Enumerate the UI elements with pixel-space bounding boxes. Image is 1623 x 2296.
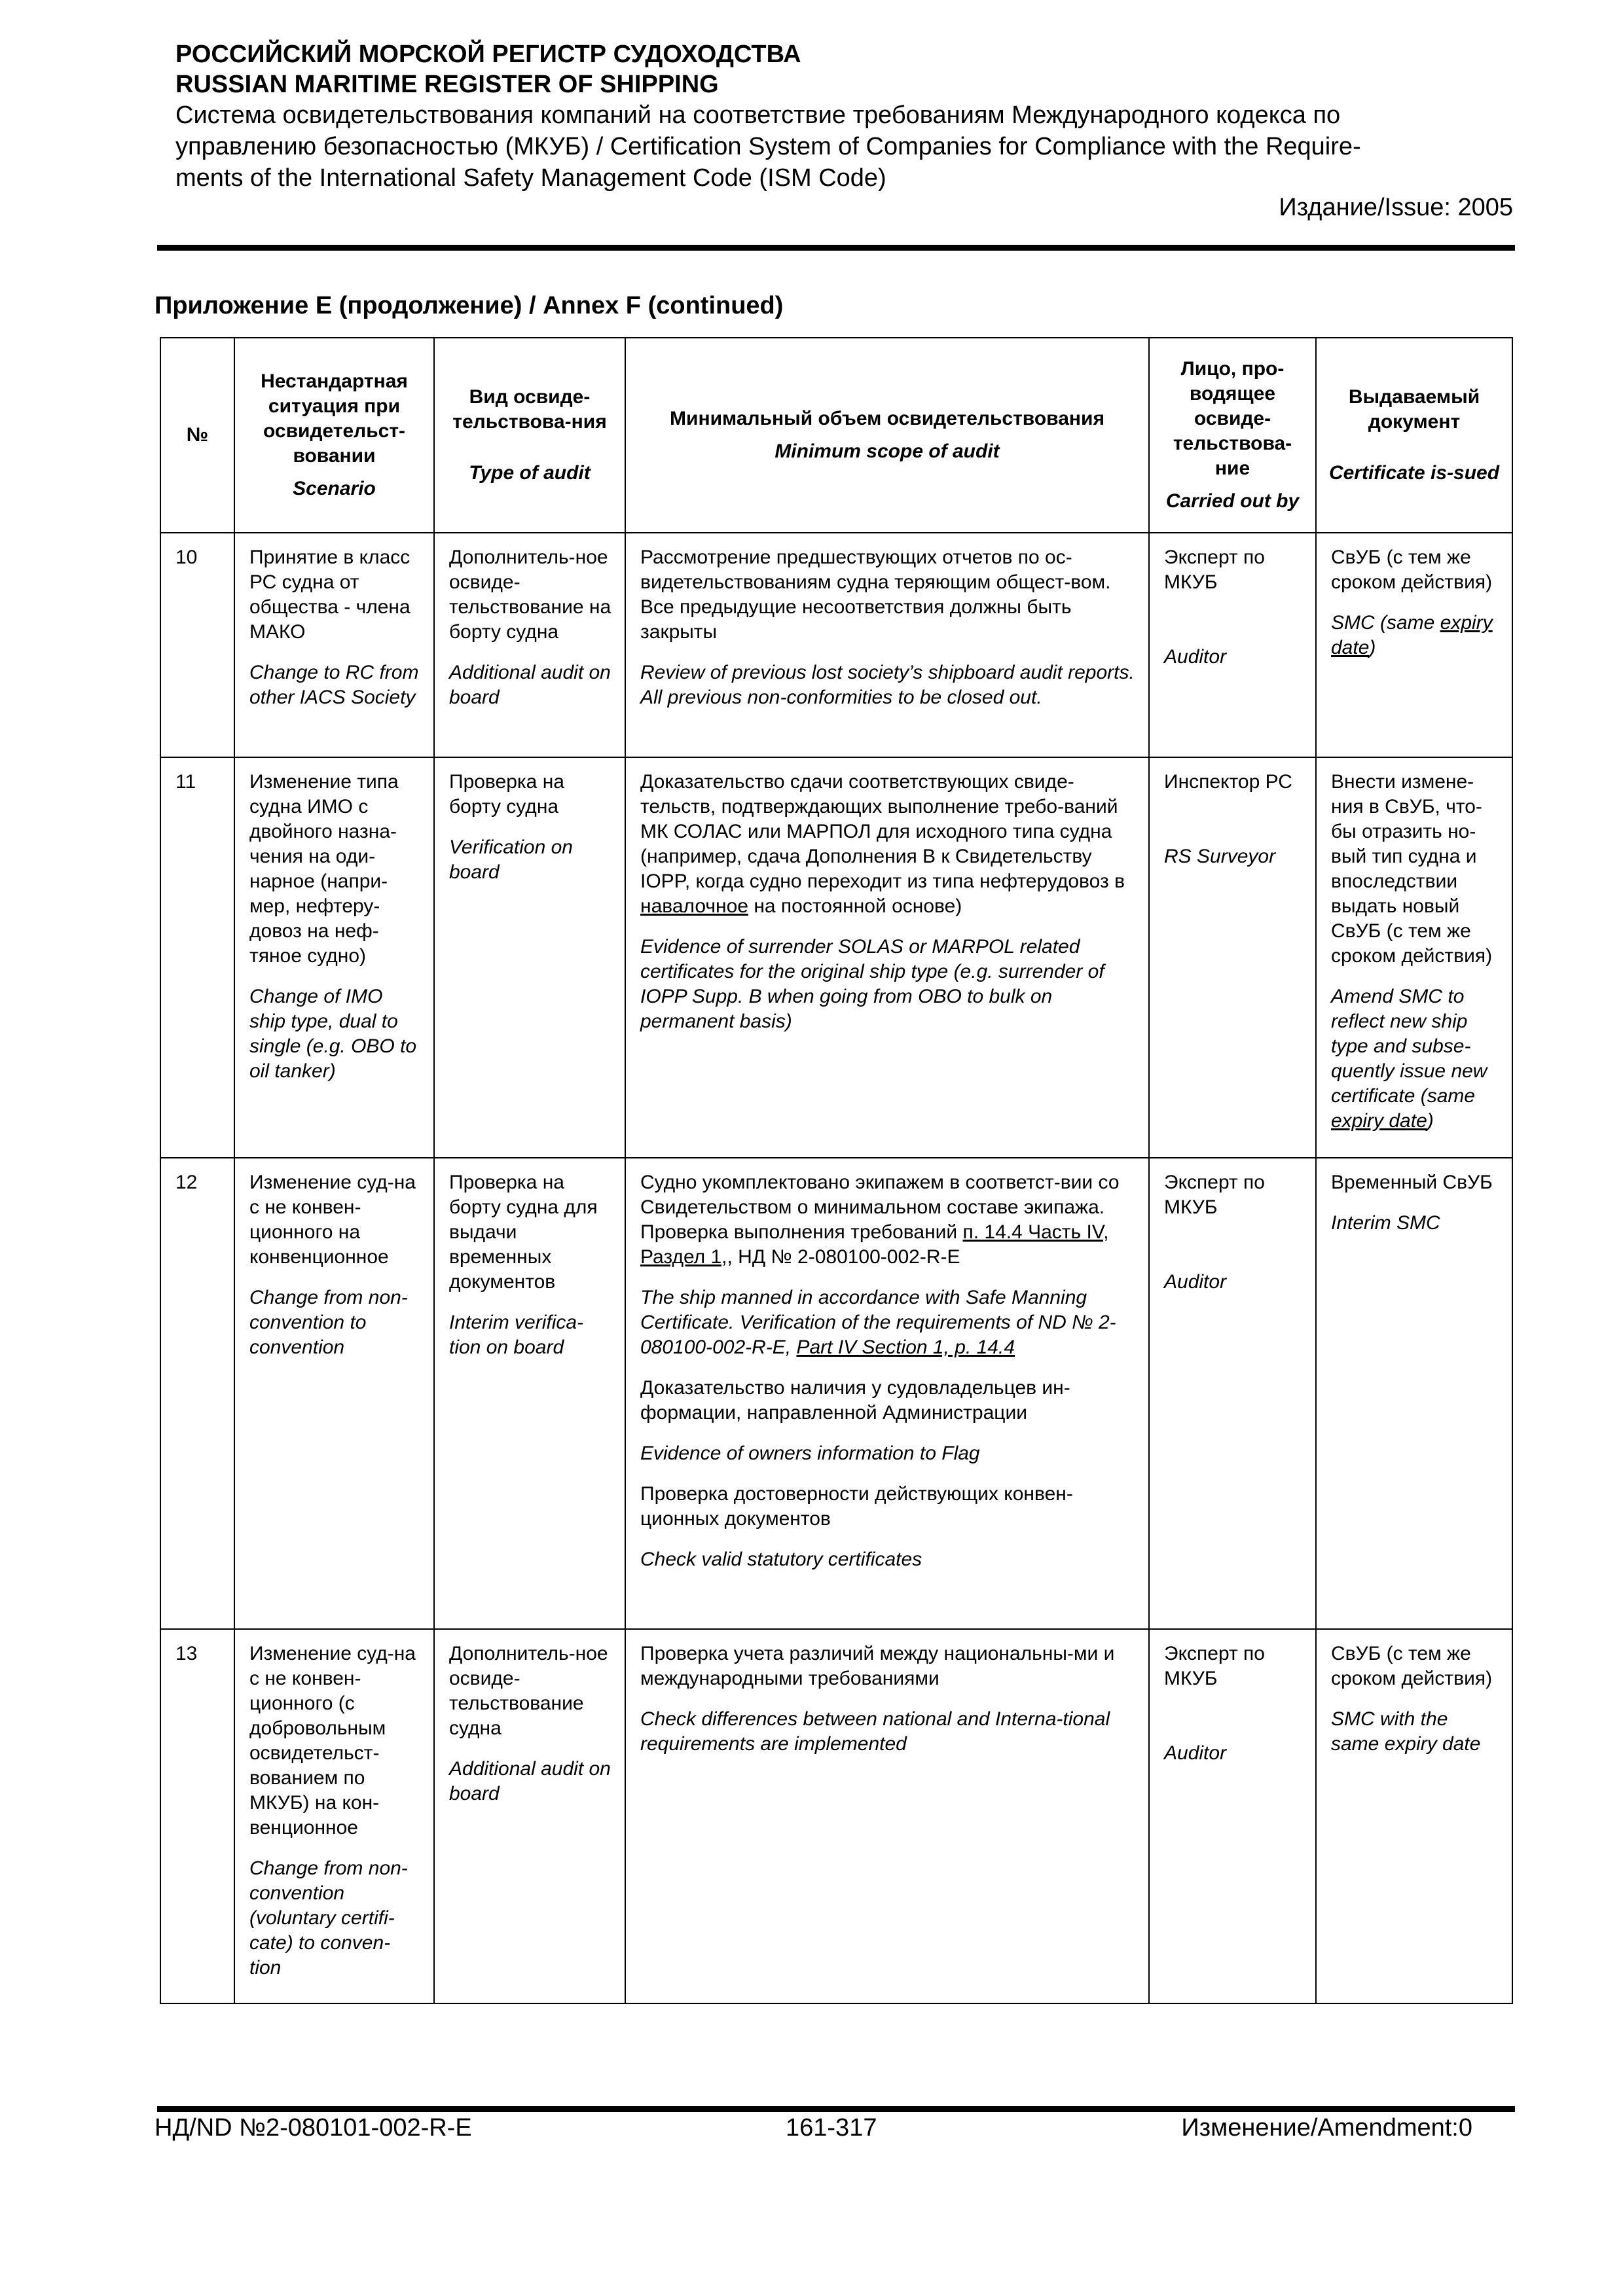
document-header <box>175 39 1504 194</box>
organization-name-ru: РОССИЙСКИЙ МОРСКОЙ РЕГИСТР СУДОХОДСТВА <box>175 41 801 68</box>
carried-out-by-cell: Эксперт по МКУБ Auditor <box>1149 1629 1316 2003</box>
scenario-cell: Изменение типа судна ИМО с двойного назна-чения на оди-нарное (напри-мер, нефтеру-довоз на неф-тяное судно) Change of IMO ship type, dual to single (e.g. OBO to oil tanker) <box>234 757 434 1158</box>
amendment-label: Изменение/Amendment:0 <box>1181 2114 1472 2142</box>
scenario-cell: Изменение суд-на с не конвен-ционного (с добровольным освидетельст-вованием по МКУБ) на кон-венционное Change from non-convention (voluntary certifi-cate) to conven-tion <box>234 1629 434 2003</box>
type-of-audit-cell: Дополнитель-ное освиде-тельствование судна Additional audit on board <box>434 1629 625 2003</box>
system-title-line-3: ments of the International Safety Management Code (ISM Code) <box>175 164 886 192</box>
page-number: 161-317 <box>786 2114 877 2142</box>
row-number: 10 <box>160 533 234 757</box>
scenario-cell: Изменение суд-на с не конвен-ционного на конвенционное Change from non-convention to convention <box>234 1158 434 1629</box>
scope-cell: Доказательство сдачи соответствующих свиде-тельств, подтверждающих выполнение требо-ваний МК СОЛАС или МАРПОЛ для исходного типа судна (например, сдача Дополнения В к Свидетельству IOPP, когда судно переходит из типа нефтерудовоз в навалочное на постоянной основе) Evidence of surrender SOLAS or MARPOL related certificates for the original ship type (e.g. surrender of IOPP Supp. B when going from OBO to bulk on permanent basis) <box>625 757 1149 1158</box>
header-minimum-scope: Минимальный объем освидетельствования Minimum scope of audit <box>625 338 1149 533</box>
type-of-audit-cell: Проверка на борту судна Verification on board <box>434 757 625 1158</box>
certificate-cell: Внести измене-ния в СвУБ, что-бы отразить но-вый тип судна и впоследствии выдать новый СвУБ (с тем же сроком действия) Amend SMC to reflect new ship type and subse-quently issue new certificate (same expiry date) <box>1316 757 1512 1158</box>
type-of-audit-cell: Дополнитель-ное освиде-тельствование на борту судна Additional audit on board <box>434 533 625 757</box>
carried-out-by-cell: Инспектор РС RS Surveyor <box>1149 757 1316 1158</box>
header-number: № <box>160 338 234 533</box>
certificate-cell: СвУБ (с тем же сроком действия) SMC (same expiry date) <box>1316 533 1512 757</box>
header-scenario: Нестандартная ситуация при освидетельст-вовании Scenario <box>234 338 434 533</box>
system-title-line-2: управлению безопасностью (МКУБ) / Certification System of Companies for Compliance with the Require- <box>175 133 1361 160</box>
organization-name-en: RUSSIAN MARITIME REGISTER OF SHIPPING <box>175 71 719 98</box>
carried-out-by-cell: Эксперт по МКУБ Auditor <box>1149 533 1316 757</box>
table-header-row <box>160 338 1512 533</box>
issue-label: Издание/Issue: 2005 <box>1279 194 1513 221</box>
row-number: 11 <box>160 757 234 1158</box>
annex-title: Приложение Е (продолжение) / Annex F (continued) <box>155 292 784 319</box>
type-of-audit-cell: Проверка на борту судна для выдачи временных документов Interim verifica-tion on board <box>434 1158 625 1629</box>
header-divider <box>157 245 1515 251</box>
header-certificate-issued: Выдаваемый документ Certificate is-sued <box>1316 338 1512 533</box>
scenario-cell: Принятие в класс РС судна от общества - члена МАКО Change to RC from other IACS Society <box>234 533 434 757</box>
system-title-line-1: Система освидетельствования компаний на соответствие требованиям Международного кодекса по <box>175 101 1341 129</box>
table-row <box>160 1158 1512 1629</box>
carried-out-by-cell: Эксперт по МКУБ Auditor <box>1149 1158 1316 1629</box>
table-row <box>160 1629 1512 2003</box>
document-number: НД/ND №2-080101-002-R-E <box>155 2114 472 2142</box>
scope-cell: Проверка учета различий между национальны-ми и международными требованиями Check differences between national and Interna-tional requirements are implemented <box>625 1629 1149 2003</box>
certificate-cell: Временный СвУБ Interim SMC <box>1316 1158 1512 1629</box>
header-type-of-audit: Вид освиде-тельствова-ния Type of audit <box>434 338 625 533</box>
table-row <box>160 533 1512 757</box>
row-number: 13 <box>160 1629 234 2003</box>
header-carried-out-by: Лицо, про-водящее освиде-тельствова-ние Carried out by <box>1149 338 1316 533</box>
certificate-cell: СвУБ (с тем же сроком действия) SMC with the same expiry date <box>1316 1629 1512 2003</box>
scope-cell: Рассмотрение предшествующих отчетов по ос-видетельствованиям судна теряющим общест-вом. Все предыдущие несоответствия должны быть закрыты Review of previous lost society’s shipboard audit reports. All previous non-conformities to be closed out. <box>625 533 1149 757</box>
scope-cell: Судно укомплектовано экипажем в соответст-вии со Свидетельством о минимальном составе экипажа. Проверка выполнения требований п. 14.4 Часть IV, Раздел 1,, НД № 2-080100-002-R-E The ship manned in accordance with Safe Manning Certificate. Verification of the requirements of ND № 2-080100-002-R-E, Part IV Section 1, p. 14.4 Доказательство наличия у судовладельцев ин-формации, направленной Администрации Evidence of owners information to Flag Проверка достоверности действующих конвен-ционных документов Check valid statutory certificates <box>625 1158 1149 1629</box>
audit-scenarios-table <box>160 337 1513 2004</box>
row-number: 12 <box>160 1158 234 1629</box>
table-row <box>160 757 1512 1158</box>
